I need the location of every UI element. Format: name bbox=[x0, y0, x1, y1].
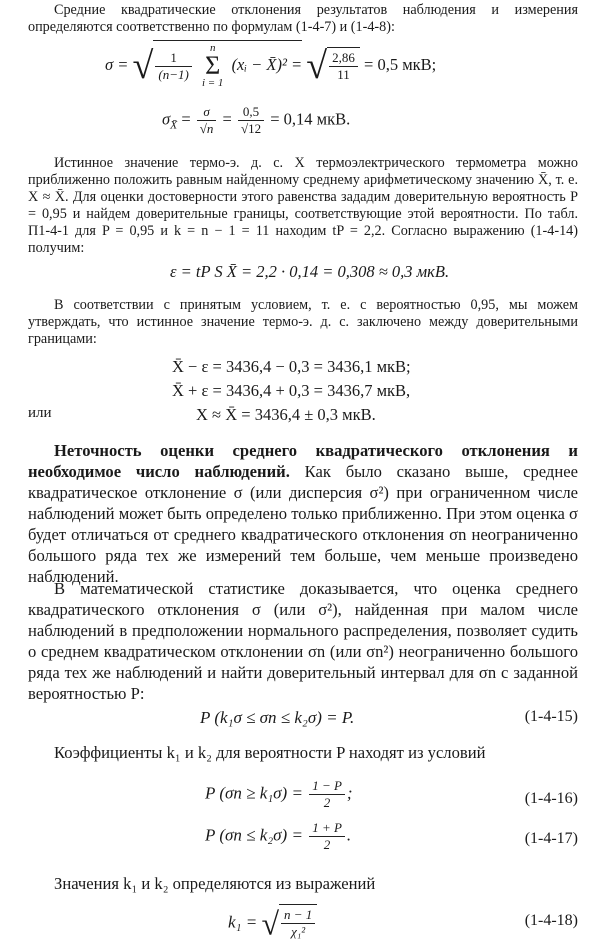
interval-probability-formula: P (k₁σ ≤ σn ≤ k₂σ) = P. bbox=[200, 708, 355, 727]
sigma-mean-formula: $\sigma_{X̄}$ = $\frac{\sigma}{√n}$ = $\frac{0,5}{√12}$ = 0,14 мкВ. bbox=[162, 104, 351, 136]
or-word: или bbox=[28, 405, 52, 421]
equation-number-16: (1-4-16) bbox=[524, 790, 578, 807]
sigma-lhs: σ = bbox=[105, 54, 129, 74]
section-paragraph bbox=[28, 440, 578, 587]
factor-fraction: $\frac{1}{(n-1)}$ bbox=[155, 50, 191, 83]
upper-bound-formula: X̄ + ε = 3436,4 + 0,3 = 3436,7 мкВ, bbox=[172, 381, 411, 400]
section-text: Как было сказано выше, среднее квадратическое отклонение σ (или дисперсия σ²) при ограниченном числе наблюдений может быть определено только приближенно. При этом оценка σ будет отличаться от среднего квадратического отклонения σn неограниченно большого ряда тех же измерений тем больше, чем меньше произведено наблюдений. bbox=[28, 462, 578, 586]
k1-formula: k₁ = √ $\frac{n - 1}{\text{χ₁²}}$ bbox=[228, 904, 317, 940]
sigma-radicand bbox=[153, 40, 302, 89]
interval-formula: X ≈ X̄ = 3436,4 ± 0,3 мкВ. bbox=[196, 405, 376, 424]
confidence-paragraph: В соответствии с принятым условием, т. е. с вероятностью 0,95, мы можем утверждать, что истинное значение термо-э. д. с. заключено между доверительными границами: bbox=[28, 297, 578, 347]
statistics-paragraph: В математической статистике доказывается, что оценка среднего квадратического отклонения σ (или σ²), найденная при малом числе наблюдений в предположении нормального распределения, позволяет судить о среднем квадратическом отклонении σn (или σn²) неограниченно большого ряда тех же наблюдений и найти доверительный интервал для σn с заданной вероятностью P: bbox=[28, 579, 578, 703]
equation-number-18: (1-4-18) bbox=[524, 912, 578, 929]
value-fraction: $\frac{2,86}{11}$ bbox=[329, 50, 358, 83]
section-heading: Неточность оценки среднего квадратического отклонения и необходимое число наблюдений. bbox=[28, 441, 578, 481]
k1-condition-formula: P (σn ≥ k₁σ) = $\frac{1 - P}{2}$ ; bbox=[205, 778, 353, 810]
sqrt-sign-2: √ bbox=[306, 45, 328, 87]
epsilon-formula: ε = tP S X̄ = 2,2 · 0,14 = 0,308 ≈ 0,3 мкВ. bbox=[170, 262, 450, 281]
true-value-paragraph: Истинное значение термо-э. д. с. X термоэлектрического термометра можно приближенно положить равным найденному среднему арифметическому значению X̄, т. е. X ≈ X̄. Для оценки достоверности этого равенства зададим доверительную вероятность P = 0,95 и найдем доверительные границы, соответствующие этой вероятности. По табл. П1-4-1 для P = 0,95 и k = n − 1 = 11 находим tP = 2,2. Согласно выражению (1-4-14) получим: bbox=[28, 155, 578, 256]
sqrt-sign: √ bbox=[132, 45, 154, 87]
intro-paragraph: Средние квадратические отклонения результатов наблюдения и измерения определяются соответственно по формулам (1-4-7) и (1-4-8): bbox=[28, 2, 578, 35]
k2-condition-formula: P (σn ≤ k₂σ) = $\frac{1 + P}{2}$ . bbox=[205, 820, 352, 852]
lower-bound-formula: X̄ − ε = 3436,4 − 0,3 = 3436,1 мкВ; bbox=[172, 357, 411, 376]
coefficients-paragraph: Коэффициенты k₁ и k₂ для вероятности P находят из условий bbox=[54, 743, 486, 762]
sum-symbol: n Σ i = 1 bbox=[201, 42, 224, 89]
values-paragraph: Значения k₁ и k₂ определяются из выражений bbox=[54, 874, 376, 893]
sum-term: (xᵢ − X̄)² = bbox=[231, 54, 303, 74]
equation-number-17: (1-4-17) bbox=[524, 830, 578, 847]
sigma-formula bbox=[105, 40, 436, 89]
sigma-result: = 0,5 мкВ; bbox=[364, 54, 437, 74]
equation-number-15: (1-4-15) bbox=[524, 708, 578, 725]
